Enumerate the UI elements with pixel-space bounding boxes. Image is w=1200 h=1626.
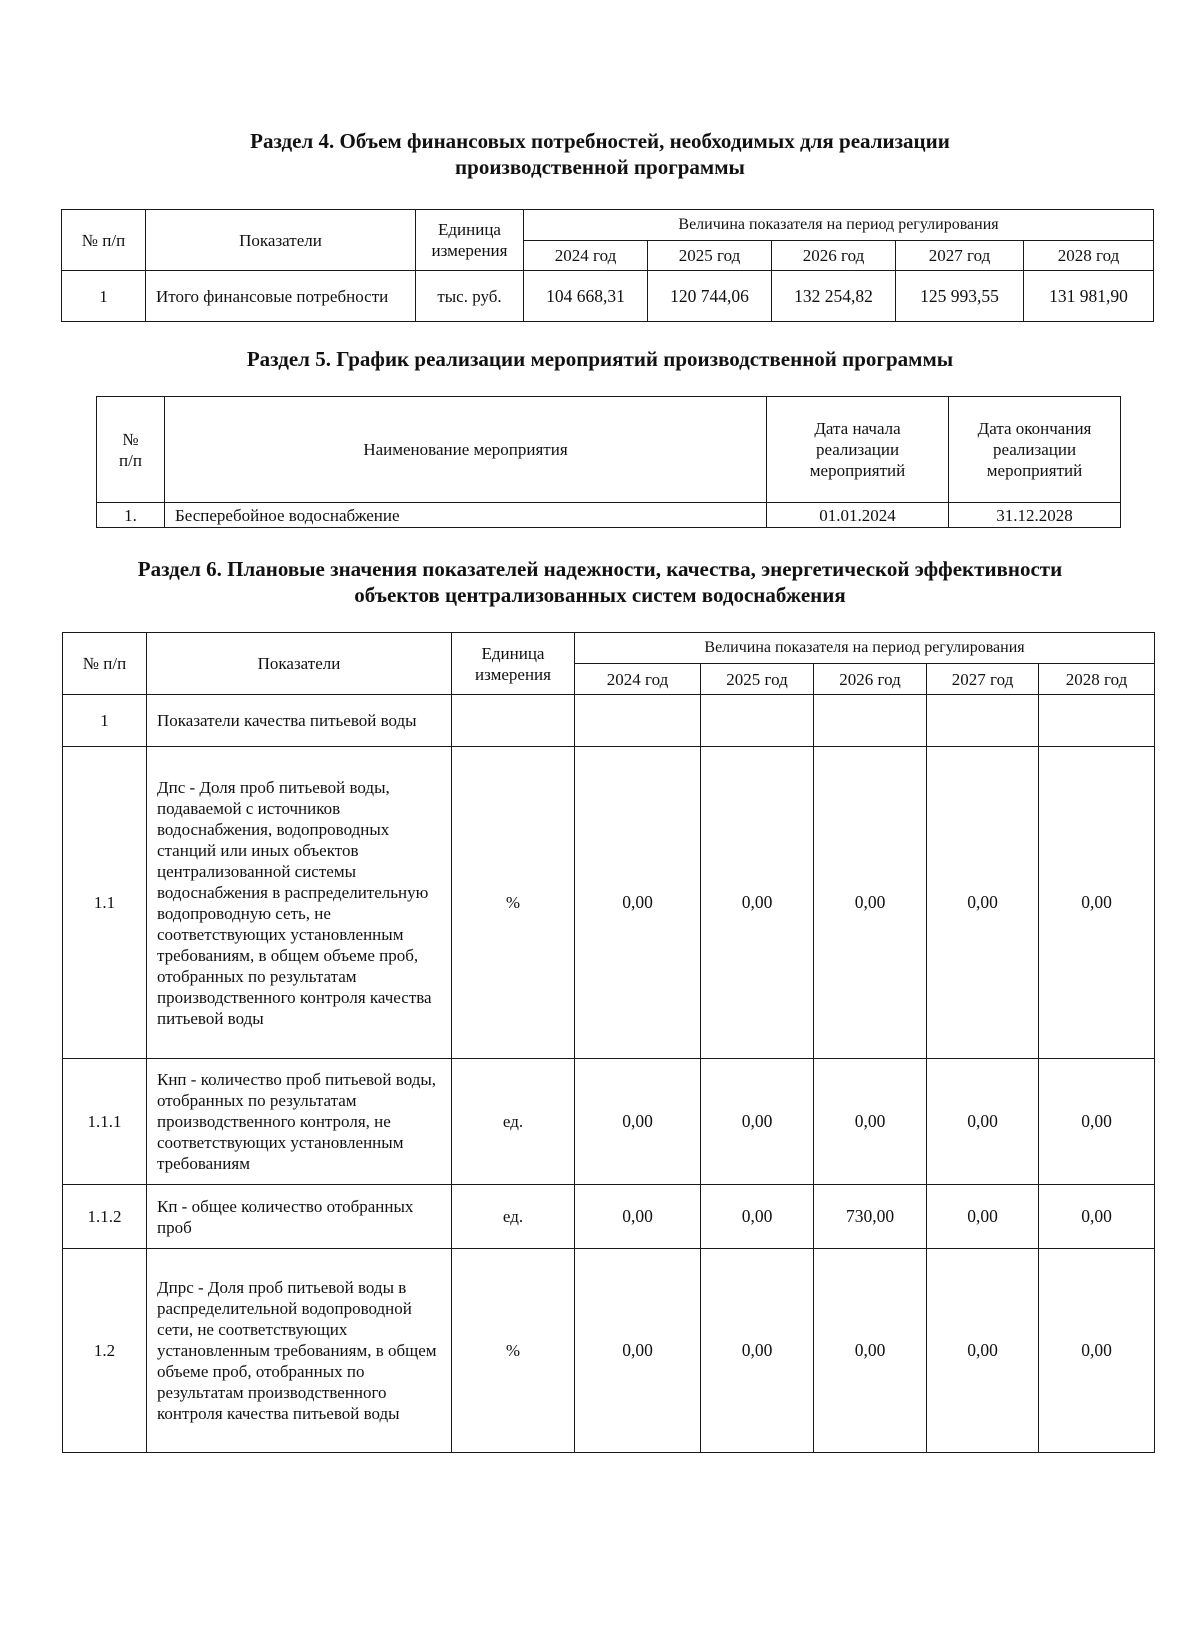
value-cell: 0,00 [575,1059,701,1185]
year-header: 2025 год [648,241,772,271]
col-header-start: Дата начала реализации мероприятий [767,397,949,503]
table-row [63,695,1155,747]
unit-line2: измерения [475,664,551,684]
table-row [97,503,1121,528]
value-cell: 0,00 [814,1059,927,1185]
value-cell: 125 993,55 [896,271,1024,322]
value-cell [1039,695,1155,747]
col-header-indicators: Показатели [146,210,416,271]
table-row [63,747,1155,1059]
col-header-unit [416,210,524,271]
row-name: Итого финансовые потребности [146,271,416,322]
row-name: Кп - общее количество отобранных проб [147,1185,452,1249]
value-cell: 0,00 [575,1185,701,1249]
year-header: 2027 год [896,241,1024,271]
value-cell: 0,00 [1039,747,1155,1059]
col-header-period: Величина показателя на период регулирования [524,210,1154,241]
section4-title [0,128,1200,180]
col-header-unit [452,633,575,695]
row-end: 31.12.2028 [949,503,1121,528]
row-num: 1.1.1 [63,1059,147,1185]
value-cell: 0,00 [575,1249,701,1453]
value-cell: 0,00 [1039,1185,1155,1249]
unit-line1: Единица [438,220,501,239]
financial-needs-table [61,209,1154,322]
section6-title-line2: объектов централизованных систем водоснабжения [354,583,846,607]
year-header: 2026 год [772,241,896,271]
value-cell: 0,00 [1039,1249,1155,1453]
row-num: 1 [63,695,147,747]
value-cell [701,695,814,747]
col-header-num: № п/п [62,210,146,271]
col-header-num: № п/п [63,633,147,695]
value-cell: 0,00 [701,1185,814,1249]
year-header: 2027 год [927,664,1039,695]
table-row [62,271,1154,322]
value-cell: 0,00 [701,1059,814,1185]
year-header: 2024 год [575,664,701,695]
row-unit [452,695,575,747]
table-row [63,1185,1155,1249]
value-cell: 0,00 [701,1249,814,1453]
row-num: 1.1 [63,747,147,1059]
row-name: Дпрс - Доля проб питьевой воды в распределительной водопроводной сети, не соответствующих установленным требованиям, в общем объеме проб, отобранных по результатам производственного контроля качества питьевой воды [147,1249,452,1453]
unit-line2: измерения [431,241,508,260]
year-header: 2028 год [1024,241,1154,271]
value-cell [814,695,927,747]
section6-title-line1: Раздел 6. Плановые значения показателей надежности, качества, энергетической эффективности [137,557,1063,581]
row-unit: тыс. руб. [416,271,524,322]
row-unit: % [452,1249,575,1453]
value-cell: 0,00 [927,1185,1039,1249]
row-num: 1.1.2 [63,1185,147,1249]
row-num: 1.2 [63,1249,147,1453]
value-cell: 131 981,90 [1024,271,1154,322]
row-unit: % [452,747,575,1059]
row-start: 01.01.2024 [767,503,949,528]
value-cell: 0,00 [575,747,701,1059]
row-name: Бесперебойное водоснабжение [165,503,767,528]
value-cell: 0,00 [927,747,1039,1059]
value-cell: 0,00 [927,1059,1039,1185]
year-header: 2025 год [701,664,814,695]
col-header-end: Дата окончания реализации мероприятий [949,397,1121,503]
value-cell: 0,00 [927,1249,1039,1453]
row-name: Кнп - количество проб питьевой воды, отобранных по результатам производственного контроля, не соответствующих установленным требованиям [147,1059,452,1185]
section5-title: Раздел 5. График реализации мероприятий производственной программы [246,347,954,371]
value-cell: 730,00 [814,1185,927,1249]
value-cell [927,695,1039,747]
value-cell: 120 744,06 [648,271,772,322]
value-cell: 0,00 [701,747,814,1059]
col-header-indicators: Показатели [147,633,452,695]
schedule-table [96,396,1121,528]
year-header: 2026 год [814,664,927,695]
year-header: 2024 год [524,241,648,271]
value-cell: 0,00 [814,747,927,1059]
table-row [63,1059,1155,1185]
col-header-period: Величина показателя на период регулирования [575,633,1155,664]
value-cell [575,695,701,747]
value-cell: 104 668,31 [524,271,648,322]
unit-line1: Единица [481,643,545,663]
col-header-name: Наименование мероприятия [165,397,767,503]
row-name: Дпс - Доля проб питьевой воды, подаваемой с источников водоснабжения, водопроводных станций или иных объектов централизованной системы водоснабжения в распределительную водопроводную сеть, не соответствующих установленным требованиям, в общем объеме проб, отобранных по результатам производственного контроля качества питьевой воды [147,747,452,1059]
col-header-num: № п/п [97,397,165,503]
value-cell: 0,00 [814,1249,927,1453]
value-cell: 132 254,82 [772,271,896,322]
row-unit: ед. [452,1059,575,1185]
section4-title-line2: производственной программы [455,155,745,179]
row-num: 1 [62,271,146,322]
value-cell: 0,00 [1039,1059,1155,1185]
indicators-table [62,632,1155,1453]
table-row [63,1249,1155,1453]
section6-title [0,556,1200,608]
year-header: 2028 год [1039,664,1155,695]
row-num: 1. [97,503,165,528]
section4-title-line1: Раздел 4. Объем финансовых потребностей, необходимых для реализации [250,129,950,153]
row-unit: ед. [452,1185,575,1249]
row-name: Показатели качества питьевой воды [147,695,452,747]
